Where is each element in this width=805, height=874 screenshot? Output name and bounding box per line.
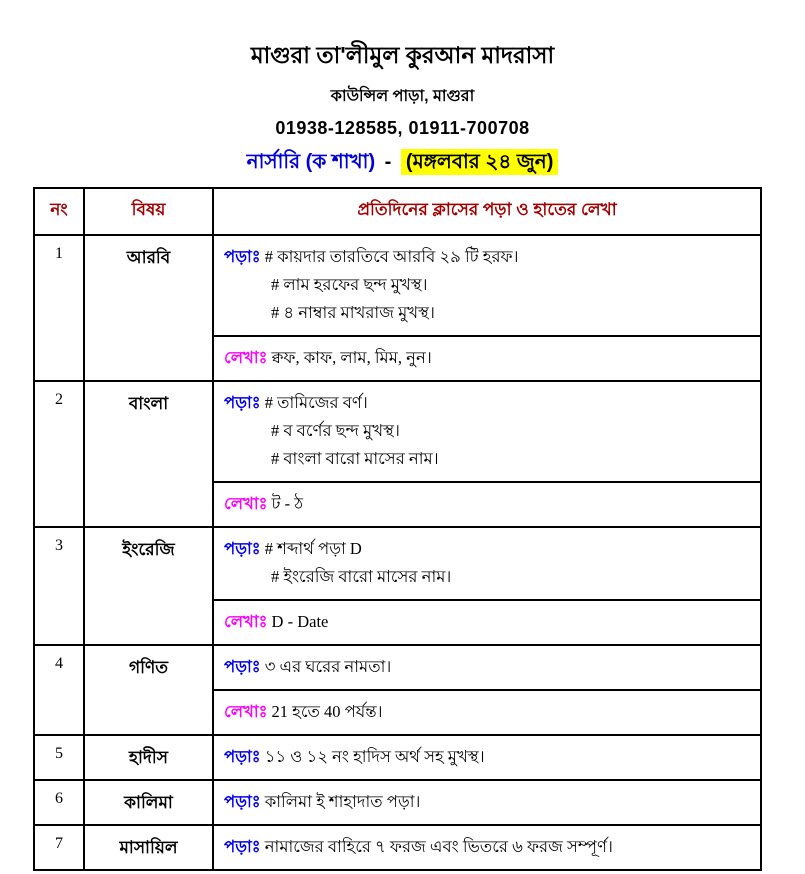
- document-header: [0, 0, 805, 180]
- read-line: [224, 833, 750, 861]
- write-label: লেখাঃ: [224, 494, 268, 513]
- read-line: [224, 299, 750, 327]
- address-line: কাউন্সিল পাড়া, মাগুরা: [330, 87, 475, 105]
- column-header-lessons: প্রতিদিনের ক্লাসের পড়া ও হাতের লেখা: [357, 200, 617, 219]
- row-number: 4: [35, 646, 85, 734]
- read-text: # ব বর্ণের ছন্দ মুখস্থ।: [271, 421, 400, 440]
- table-row: [35, 526, 760, 644]
- write-text: ক্বফ, কাফ, লাম, মিম, নুন।: [267, 348, 432, 367]
- subject-cell: আরবি: [85, 236, 214, 380]
- read-section: [214, 781, 760, 824]
- read-text: ৩ এর ঘরের নামতা।: [260, 657, 392, 676]
- read-text: # তামিজের বর্ণ।: [260, 393, 368, 412]
- read-line: [224, 445, 750, 473]
- table-row: [35, 234, 760, 380]
- read-section: [214, 236, 760, 335]
- content-cell: [214, 826, 760, 869]
- read-text: # লাম হরফের ছন্দ মুখস্থ।: [271, 275, 428, 294]
- read-section: [214, 528, 760, 599]
- read-label: পড়াঃ: [224, 539, 261, 558]
- table-row: [35, 779, 760, 824]
- read-line: [224, 417, 750, 445]
- write-label: লেখাঃ: [224, 612, 268, 631]
- read-label: পড়াঃ: [224, 247, 261, 266]
- read-line: [224, 743, 750, 771]
- row-number: 3: [35, 528, 85, 644]
- read-text: # বাংলা বারো মাসের নাম।: [271, 449, 439, 468]
- read-label: পড়াঃ: [224, 792, 261, 811]
- subject-cell: বাংলা: [85, 382, 214, 526]
- write-text: D - Date: [267, 612, 329, 631]
- table-row: [35, 644, 760, 734]
- subject-cell: মাসায়িল: [85, 826, 214, 869]
- read-line: [224, 271, 750, 299]
- page-title: মাগুরা তা'লীমুল কুরআন মাদরাসা: [250, 42, 555, 68]
- row-number: 1: [35, 236, 85, 380]
- read-text: # ইংরেজি বারো মাসের নাম।: [271, 567, 452, 586]
- read-line: [224, 389, 750, 417]
- read-label: পড়াঃ: [224, 837, 261, 856]
- read-line: [224, 535, 750, 563]
- read-text: # ৪ নাম্বার মাখরাজ মুখস্থ।: [271, 303, 435, 322]
- read-text: # শব্দার্থ পড়া D: [260, 539, 362, 558]
- write-section: [214, 599, 760, 644]
- subject-cell: গণিত: [85, 646, 214, 734]
- schedule-table: [33, 187, 762, 871]
- read-text: # কায়দার তারতিবে আরবি ২৯ টি হরফ।: [260, 247, 519, 266]
- class-line: [0, 147, 805, 180]
- content-cell: [214, 382, 760, 526]
- table-row: [35, 380, 760, 526]
- read-line: [224, 653, 750, 681]
- class-name: নার্সারি (ক শাখা): [246, 150, 376, 173]
- content-cell: [214, 528, 760, 644]
- class-date-separator: -: [384, 150, 392, 173]
- content-cell: [214, 646, 760, 734]
- read-line: [224, 563, 750, 591]
- read-line: [224, 243, 750, 271]
- write-section: [214, 335, 760, 380]
- write-text: 21 হতে 40 পর্যন্ত।: [267, 702, 383, 721]
- column-header-no: নং: [35, 189, 85, 234]
- write-section: [214, 689, 760, 734]
- read-text: নামাজের বাহিরে ৭ ফরজ এবং ভিতরে ৬ ফরজ সম্পূর্ণ।: [260, 837, 613, 856]
- read-section: [214, 826, 760, 869]
- column-header-subject: বিষয়: [85, 189, 214, 234]
- row-number: 2: [35, 382, 85, 526]
- content-cell: [214, 781, 760, 824]
- row-number: 7: [35, 826, 85, 869]
- write-label: লেখাঃ: [224, 702, 268, 721]
- subject-cell: হাদীস: [85, 736, 214, 779]
- read-section: [214, 736, 760, 779]
- read-label: পড়াঃ: [224, 657, 261, 676]
- write-label: লেখাঃ: [224, 348, 268, 367]
- table-row: [35, 824, 760, 869]
- write-section: [214, 481, 760, 526]
- phone-numbers: 01938-128585, 01911-700708: [275, 117, 530, 138]
- read-line: [224, 788, 750, 816]
- subject-cell: কালিমা: [85, 781, 214, 824]
- row-number: 6: [35, 781, 85, 824]
- subject-cell: ইংরেজি: [85, 528, 214, 644]
- date-highlight: (মঙ্গলবার ২৪ জুন): [401, 149, 558, 175]
- read-text: ১১ ও ১২ নং হাদিস অর্থ সহ মুখস্থ।: [260, 747, 485, 766]
- content-cell: [214, 736, 760, 779]
- write-text: ট - ঠ: [267, 494, 304, 513]
- read-text: কালিমা ই শাহাদাত পড়া।: [260, 792, 421, 811]
- table-header-row: [35, 189, 760, 234]
- row-number: 5: [35, 736, 85, 779]
- read-label: পড়াঃ: [224, 747, 261, 766]
- read-label: পড়াঃ: [224, 393, 261, 412]
- read-section: [214, 382, 760, 481]
- table-row: [35, 734, 760, 779]
- read-section: [214, 646, 760, 689]
- content-cell: [214, 236, 760, 380]
